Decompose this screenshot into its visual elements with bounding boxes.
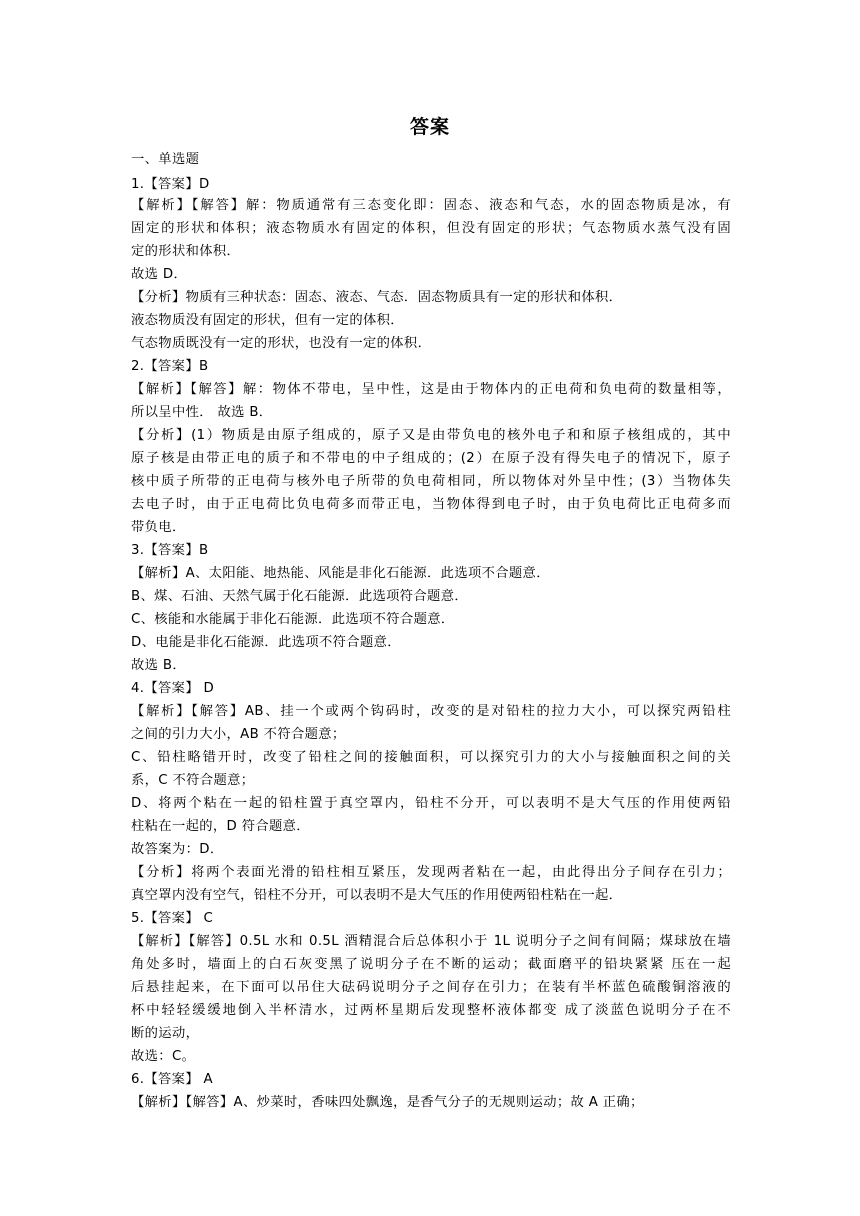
text-line: 原子核是由带正电的质子和不带电的中子组成的；(2）在原子没有得失电子的情况下，原子 (131, 451, 731, 466)
text-line: C、铅柱略错开时，改变了铅柱之间的接触面积，可以探究引力的大小与接触面积之间的关 (131, 750, 731, 765)
text-line: 柱粘在一起的，D 符合题意． (131, 819, 310, 834)
text-line: 气态物质既没有一定的形状，也没有一定的体积． (131, 336, 432, 351)
text-line: 【分析】将两个表面光滑的铅柱相互紧压，发现两者粘在一起，由此得出分子间存在引力； (131, 865, 731, 880)
text-line: 【解析】【解答】A、炒菜时，香味四处飘逸，是香气分子的无规则运动；故 A 正确； (131, 1095, 644, 1110)
text-line: D、电能是非化石能源．此选项不符合题意． (131, 635, 401, 650)
text-line: 【分析】(1）物质是由原子组成的，原子又是由带负电的核外电子和和原子核组成的，其中 (131, 428, 731, 443)
text-line: 后悬挂起来，在下面可以吊住大砝码说明分子之间存在引力；在装有半杯蓝色硫酸铜溶液的 (131, 980, 731, 995)
text-line: 断的运动， (131, 1026, 200, 1041)
text-line: 【解析】A、太阳能、地热能、风能是非化石能源．此选项不合题意． (131, 566, 550, 581)
text-line: 一、单选题 (131, 152, 200, 167)
text-line: 故选 D． (131, 267, 188, 282)
text-line: 角处多时，墙面上的白石灰变黑了说明分子在不断的运动；截面磨平的铅块紧紧 压在一起 (131, 957, 731, 972)
text-line: 【解析】【解答】AB、挂一个或两个钩码时，改变的是对铅柱的拉力大小，可以探究两铅柱 (131, 704, 731, 719)
text-line: 4.【答案】 D (131, 681, 215, 696)
text-line: 1.【答案】D (131, 177, 210, 192)
text-line: 【解析】【解答】0.5L 水和 0.5L 酒精混合后总体积小于 1L 说明分子之间有间隔；煤球放在墙 (131, 934, 731, 949)
text-line: C、核能和水能属于非化石能源．此选项不符合题意． (131, 612, 455, 627)
text-line: 5.【答案】 C (131, 911, 214, 926)
text-line: 故答案为：D． (131, 842, 224, 857)
text-line: 【分析】物质有三种状态：固态、液态、气态．固态物质具有一定的形状和体积． (131, 290, 623, 305)
text-line: 真空罩内没有空气，铅柱不分开，可以表明不是大气压的作用使两铅柱粘在一起． (131, 888, 623, 903)
text-line: 系，C 不符合题意； (131, 773, 255, 788)
text-line: 带负电． (131, 520, 186, 535)
text-line: 故选 B． (131, 658, 186, 673)
text-line: D、将两个粘在一起的铅柱置于真空罩内，铅柱不分开，可以表明不是大气压的作用使两铅 (131, 796, 731, 811)
text-line: 之间的引力大小，AB 不符合题意； (131, 727, 346, 742)
text-line: 所以呈中性． 故选 B． (131, 405, 273, 420)
text-line: 故选：C。 (131, 1049, 196, 1064)
page-title: 答案 (409, 116, 450, 138)
text-line: 【解析】【解答】解：物质通常有三态变化即：固态、液态和气态，水的固态物质是冰，有 (131, 198, 731, 213)
text-line: 2.【答案】B (131, 359, 209, 374)
text-line: 核中质子所带的正电荷与核外电子所带的负电荷相同，所以物体对外呈中性；(3）当物体失 (131, 474, 731, 489)
text-line: 固定的形状和体积；液态物质水有固定的体积，但没有固定的形状；气态物质水蒸气没有固 (131, 221, 731, 236)
text-line: 3.【答案】B (131, 543, 209, 558)
text-line: 【解析】【解答】解：物体不带电，呈中性，这是由于物体内的正电荷和负电荷的数量相等， (131, 382, 731, 397)
text-line: 去电子时，由于正电荷比负电荷多而带正电，当物体得到电子时，由于负电荷比正电荷多而 (131, 497, 731, 512)
text-line: 定的形状和体积． (131, 244, 241, 259)
text-line: 6.【答案】 A (131, 1072, 213, 1087)
text-line: B、煤、石油、天然气属于化石能源．此选项符合题意． (131, 589, 468, 604)
text-line: 杯中轻轻缓缓地倒入半杯清水，过两杯星期后发现整杯液体都变 成了淡蓝色说明分子在不 (131, 1003, 731, 1018)
text-line: 液态物质没有固定的形状，但有一定的体积． (131, 313, 404, 328)
